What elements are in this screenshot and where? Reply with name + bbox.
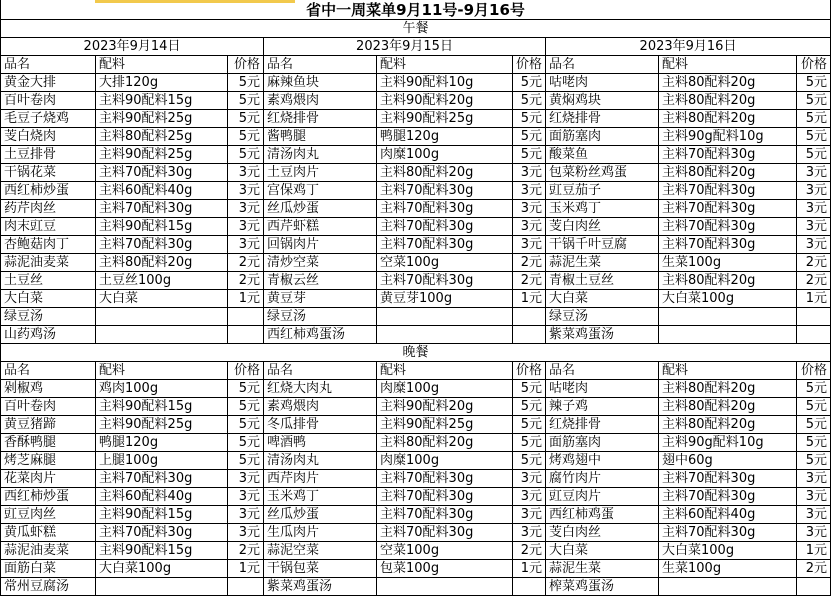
lunch-price-cell: 2元 (513, 254, 546, 272)
lunch-header-ingredient: 配料 (377, 56, 513, 74)
dinner-dish-cell: 豇豆肉片 (546, 488, 659, 506)
lunch-price-cell: 5元 (228, 146, 264, 164)
lunch-price-cell: 3元 (797, 200, 831, 218)
dinner-price-cell: 3元 (797, 470, 831, 488)
lunch-ingredient-cell: 主料70配料30g (377, 236, 513, 254)
lunch-ingredient-cell (377, 326, 513, 344)
lunch-menu-row (1, 128, 831, 146)
lunch-ingredient-cell: 主料90g配料10g (659, 128, 797, 146)
dinner-ingredient-cell: 空菜100g (377, 542, 513, 560)
dinner-ingredient-cell: 主料70配料30g (377, 524, 513, 542)
dinner-menu-row (1, 434, 831, 452)
lunch-price-cell: 3元 (228, 236, 264, 254)
lunch-price-cell: 2元 (797, 272, 831, 290)
lunch-price-cell (513, 326, 546, 344)
lunch-menu-row (1, 92, 831, 110)
dinner-price-cell: 2元 (228, 542, 264, 560)
lunch-dish-cell: 黄焖鸡块 (546, 92, 659, 110)
dinner-price-cell: 3元 (513, 506, 546, 524)
lunch-price-cell: 5元 (228, 128, 264, 146)
lunch-ingredient-cell: 主料70配料30g (377, 200, 513, 218)
dinner-price-cell: 3元 (797, 506, 831, 524)
dinner-menu-row (1, 506, 831, 524)
dinner-ingredient-cell: 主料80配料20g (659, 398, 797, 416)
dinner-ingredient-cell: 大白菜100g (659, 542, 797, 560)
dinner-header-row (1, 362, 831, 380)
lunch-ingredient-cell: 主料60配料40g (96, 182, 228, 200)
lunch-ingredient-cell: 主料70配料30g (377, 182, 513, 200)
dinner-dish-cell: 玉米鸡丁 (264, 488, 377, 506)
dinner-dish-cell: 蒜泥生菜 (546, 560, 659, 578)
dinner-price-cell: 3元 (797, 524, 831, 542)
lunch-price-cell (513, 308, 546, 326)
lunch-ingredient-cell: 主料90配料10g (377, 74, 513, 92)
dinner-dish-cell: 紫菜鸡蛋汤 (264, 578, 377, 596)
dinner-price-cell: 1元 (797, 542, 831, 560)
dinner-menu-row (1, 452, 831, 470)
lunch-price-cell: 5元 (797, 128, 831, 146)
lunch-dish-cell: 青椒云丝 (264, 272, 377, 290)
lunch-dish-cell: 回锅肉片 (264, 236, 377, 254)
lunch-price-cell: 3元 (513, 164, 546, 182)
lunch-price-cell: 5元 (513, 128, 546, 146)
dinner-price-cell: 5元 (228, 434, 264, 452)
lunch-price-cell (228, 308, 264, 326)
dinner-price-cell (797, 578, 831, 596)
lunch-menu-row (1, 110, 831, 128)
dinner-dish-cell: 冬瓜排骨 (264, 416, 377, 434)
lunch-price-cell: 1元 (797, 290, 831, 308)
lunch-ingredient-cell: 主料80配料20g (659, 164, 797, 182)
dinner-price-cell: 1元 (228, 560, 264, 578)
dinner-menu-row (1, 578, 831, 596)
lunch-dish-cell: 宫保鸡丁 (264, 182, 377, 200)
dinner-menu-row (1, 470, 831, 488)
lunch-dish-cell: 黄豆芽 (264, 290, 377, 308)
dinner-price-cell: 5元 (797, 434, 831, 452)
lunch-dish-cell: 芰白肉丝 (546, 218, 659, 236)
dinner-price-cell: 5元 (513, 416, 546, 434)
dinner-section-label: 晚餐 (1, 344, 831, 362)
dinner-dish-cell: 芰白肉丝 (546, 524, 659, 542)
lunch-price-cell: 3元 (797, 164, 831, 182)
lunch-ingredient-cell: 主料70配料30g (377, 218, 513, 236)
dinner-price-cell (513, 578, 546, 596)
lunch-dish-cell: 素鸡煨肉 (264, 92, 377, 110)
dinner-dish-cell: 腐竹肉片 (546, 470, 659, 488)
dinner-price-cell: 5元 (513, 380, 546, 398)
lunch-dish-cell: 土豆肉片 (264, 164, 377, 182)
dinner-ingredient-cell: 主料90配料15g (96, 506, 228, 524)
dinner-ingredient-cell: 主料80配料20g (659, 380, 797, 398)
lunch-header-ingredient: 配料 (659, 56, 797, 74)
date-day2: 2023年9月15日 (264, 38, 546, 56)
dinner-price-cell: 3元 (797, 488, 831, 506)
dinner-ingredient-cell: 大白菜100g (96, 560, 228, 578)
dinner-price-cell: 5元 (513, 434, 546, 452)
dinner-ingredient-cell (377, 578, 513, 596)
lunch-ingredient-cell: 肉糜100g (377, 146, 513, 164)
dinner-ingredient-cell: 上腿100g (96, 452, 228, 470)
dinner-ingredient-cell: 鸡肉100g (96, 380, 228, 398)
dinner-dish-cell: 剁椒鸡 (1, 380, 96, 398)
dinner-price-cell: 1元 (513, 560, 546, 578)
lunch-price-cell: 3元 (797, 182, 831, 200)
lunch-ingredient-cell: 主料80配料20g (659, 92, 797, 110)
dinner-dish-cell: 黄瓜虾糕 (1, 524, 96, 542)
lunch-menu-row (1, 200, 831, 218)
lunch-dish-cell: 西红柿炒蛋 (1, 182, 96, 200)
dinner-dish-cell: 烤鸡翅中 (546, 452, 659, 470)
lunch-ingredient-cell: 主料80配料20g (659, 110, 797, 128)
date-row (1, 38, 831, 56)
lunch-dish-cell: 芰白烧肉 (1, 128, 96, 146)
dinner-price-cell: 2元 (513, 542, 546, 560)
dinner-price-cell (228, 578, 264, 596)
dinner-dish-cell: 啤酒鸭 (264, 434, 377, 452)
lunch-dish-cell: 毛豆子烧鸡 (1, 110, 96, 128)
lunch-menu-row (1, 272, 831, 290)
dinner-price-cell: 3元 (228, 524, 264, 542)
dinner-dish-cell: 榨菜鸡蛋汤 (546, 578, 659, 596)
lunch-header-price: 价格 (513, 56, 546, 74)
dinner-dish-cell: 常州豆腐汤 (1, 578, 96, 596)
lunch-dish-cell: 酸菜鱼 (546, 146, 659, 164)
dinner-header-price: 价格 (513, 362, 546, 380)
lunch-price-cell: 2元 (797, 254, 831, 272)
lunch-ingredient-cell: 黄豆芽100g (377, 290, 513, 308)
dinner-dish-cell: 生瓜肉片 (264, 524, 377, 542)
lunch-dish-cell: 土豆排骨 (1, 146, 96, 164)
dinner-price-cell: 5元 (797, 416, 831, 434)
lunch-price-cell: 3元 (513, 200, 546, 218)
lunch-header-name: 品名 (264, 56, 377, 74)
dinner-dish-cell: 西芹肉片 (264, 470, 377, 488)
lunch-header-name: 品名 (546, 56, 659, 74)
lunch-section-label: 午餐 (1, 20, 831, 38)
dinner-dish-cell: 蒜泥空菜 (264, 542, 377, 560)
lunch-ingredient-cell (659, 308, 797, 326)
lunch-dish-cell: 麻辣鱼块 (264, 74, 377, 92)
dinner-dish-cell: 辣子鸡 (546, 398, 659, 416)
lunch-ingredient-cell: 主料80配料20g (377, 164, 513, 182)
lunch-ingredient-cell: 主料80配料25g (96, 128, 228, 146)
lunch-dish-cell: 包菜粉丝鸡蛋 (546, 164, 659, 182)
date-day3: 2023年9月16日 (546, 38, 831, 56)
dinner-ingredient-cell: 生菜100g (659, 560, 797, 578)
lunch-dish-cell: 西红柿鸡蛋汤 (264, 326, 377, 344)
dinner-header-ingredient: 配料 (377, 362, 513, 380)
dinner-ingredient-cell: 主料70配料30g (659, 524, 797, 542)
lunch-price-cell: 3元 (513, 218, 546, 236)
dinner-price-cell: 5元 (797, 380, 831, 398)
dinner-header-name: 品名 (546, 362, 659, 380)
lunch-price-cell: 3元 (228, 164, 264, 182)
lunch-ingredient-cell: 主料70配料30g (96, 164, 228, 182)
lunch-price-cell: 3元 (228, 218, 264, 236)
dinner-ingredient-cell: 主料70配料30g (659, 488, 797, 506)
dinner-ingredient-cell (96, 578, 228, 596)
lunch-price-cell: 3元 (228, 182, 264, 200)
lunch-ingredient-cell: 主料70配料30g (377, 272, 513, 290)
lunch-price-cell: 5元 (797, 74, 831, 92)
dinner-header-name: 品名 (1, 362, 96, 380)
dinner-ingredient-cell: 主料90配料15g (96, 542, 228, 560)
dinner-menu-row (1, 380, 831, 398)
lunch-dish-cell: 干锅花菜 (1, 164, 96, 182)
lunch-price-cell: 5元 (228, 92, 264, 110)
dinner-ingredient-cell: 主料70配料30g (377, 506, 513, 524)
dinner-dish-cell: 红烧排骨 (546, 416, 659, 434)
lunch-price-cell: 2元 (513, 272, 546, 290)
lunch-dish-cell: 黄金大排 (1, 74, 96, 92)
lunch-dish-cell: 西芹虾糕 (264, 218, 377, 236)
lunch-price-cell: 2元 (228, 254, 264, 272)
lunch-price-cell: 5元 (797, 110, 831, 128)
dinner-price-cell: 5元 (228, 452, 264, 470)
lunch-ingredient-cell: 主料70配料30g (659, 182, 797, 200)
lunch-ingredient-cell: 主料90配料25g (377, 110, 513, 128)
lunch-dish-cell: 红烧排骨 (546, 110, 659, 128)
dinner-dish-cell: 咕咾肉 (546, 380, 659, 398)
lunch-price-cell: 3元 (513, 182, 546, 200)
lunch-menu-row (1, 236, 831, 254)
dinner-dish-cell: 蒜泥油麦菜 (1, 542, 96, 560)
lunch-dish-cell: 肉末豇豆 (1, 218, 96, 236)
dinner-ingredient-cell: 主料80配料20g (377, 434, 513, 452)
dinner-header-price: 价格 (797, 362, 831, 380)
lunch-ingredient-cell: 主料90配料15g (96, 92, 228, 110)
dinner-price-cell: 5元 (228, 398, 264, 416)
lunch-dish-cell: 青椒土豆丝 (546, 272, 659, 290)
dinner-header-ingredient: 配料 (659, 362, 797, 380)
lunch-ingredient-cell: 主料70配料30g (659, 236, 797, 254)
lunch-price-cell (797, 326, 831, 344)
lunch-price-cell: 3元 (228, 200, 264, 218)
lunch-header-price: 价格 (228, 56, 264, 74)
dinner-dish-cell: 红烧大肉丸 (264, 380, 377, 398)
lunch-ingredient-cell (659, 326, 797, 344)
dinner-menu-row (1, 488, 831, 506)
lunch-price-cell: 5元 (797, 146, 831, 164)
lunch-ingredient-cell: 主料70配料30g (659, 146, 797, 164)
lunch-menu-row (1, 164, 831, 182)
date-day1: 2023年9月14日 (1, 38, 264, 56)
dinner-ingredient-cell: 肉糜100g (377, 452, 513, 470)
lunch-dish-cell: 丝瓜炒蛋 (264, 200, 377, 218)
lunch-dish-cell: 杏鲍菇肉丁 (1, 236, 96, 254)
dinner-ingredient-cell: 主料70配料30g (96, 470, 228, 488)
dinner-dish-cell: 黄豆猪蹄 (1, 416, 96, 434)
dinner-dish-cell: 面筋塞肉 (546, 434, 659, 452)
lunch-price-cell: 1元 (228, 290, 264, 308)
lunch-ingredient-cell: 主料90配料15g (96, 218, 228, 236)
lunch-dish-cell: 绿豆汤 (1, 308, 96, 326)
lunch-price-cell: 5元 (797, 92, 831, 110)
dinner-dish-cell: 花菜肉片 (1, 470, 96, 488)
lunch-ingredient-cell: 主料70配料30g (96, 236, 228, 254)
dinner-dish-cell: 百叶卷肉 (1, 398, 96, 416)
lunch-ingredient-cell: 主料80配料20g (96, 254, 228, 272)
lunch-menu-row (1, 218, 831, 236)
lunch-dish-cell: 酱鸭腿 (264, 128, 377, 146)
lunch-dish-cell: 绿豆汤 (264, 308, 377, 326)
lunch-dish-cell: 绿豆汤 (546, 308, 659, 326)
dinner-ingredient-cell: 翅中60g (659, 452, 797, 470)
lunch-price-cell: 5元 (513, 110, 546, 128)
lunch-ingredient-cell: 空菜100g (377, 254, 513, 272)
dinner-ingredient-cell: 主料90配料15g (96, 398, 228, 416)
lunch-ingredient-cell: 鸭腿120g (377, 128, 513, 146)
lunch-menu-row (1, 182, 831, 200)
dinner-price-cell: 3元 (513, 488, 546, 506)
lunch-dish-cell: 面筋塞肉 (546, 128, 659, 146)
dinner-price-cell: 3元 (228, 506, 264, 524)
lunch-dish-cell: 大白菜 (1, 290, 96, 308)
lunch-ingredient-cell: 主料70配料30g (96, 200, 228, 218)
menu-title: 省中一周菜单9月11号-9月16号 (1, 0, 831, 20)
lunch-price-cell: 2元 (228, 272, 264, 290)
lunch-dish-cell: 紫菜鸡蛋汤 (546, 326, 659, 344)
dinner-dish-cell: 烤芝麻腿 (1, 452, 96, 470)
lunch-ingredient-cell: 生菜100g (659, 254, 797, 272)
lunch-ingredient-cell: 主料90配料25g (96, 110, 228, 128)
dinner-price-cell: 3元 (513, 470, 546, 488)
lunch-menu-row (1, 290, 831, 308)
lunch-price-cell: 5元 (228, 110, 264, 128)
dinner-ingredient-cell: 肉糜100g (377, 380, 513, 398)
lunch-dish-cell: 玉米鸡丁 (546, 200, 659, 218)
lunch-ingredient-cell (96, 308, 228, 326)
lunch-ingredient-cell: 主料80配料20g (659, 272, 797, 290)
dinner-header-name: 品名 (264, 362, 377, 380)
dinner-price-cell: 5元 (228, 380, 264, 398)
lunch-price-cell: 3元 (797, 218, 831, 236)
lunch-header-price: 价格 (797, 56, 831, 74)
lunch-menu-row (1, 308, 831, 326)
lunch-ingredient-cell: 大排120g (96, 74, 228, 92)
lunch-ingredient-cell (96, 326, 228, 344)
dinner-menu-row (1, 560, 831, 578)
dinner-ingredient-cell: 主料80配料20g (659, 416, 797, 434)
dinner-ingredient-cell: 包菜100g (377, 560, 513, 578)
lunch-price-cell: 1元 (513, 290, 546, 308)
dinner-header-price: 价格 (228, 362, 264, 380)
dinner-ingredient-cell: 主料60配料40g (659, 506, 797, 524)
lunch-dish-cell: 土豆丝 (1, 272, 96, 290)
dinner-dish-cell: 素鸡煨肉 (264, 398, 377, 416)
dinner-menu-row (1, 416, 831, 434)
lunch-dish-cell: 百叶卷肉 (1, 92, 96, 110)
lunch-dish-cell: 清炒空菜 (264, 254, 377, 272)
lunch-dish-cell: 豇豆茄子 (546, 182, 659, 200)
dinner-price-cell: 3元 (513, 524, 546, 542)
lunch-dish-cell: 山药鸡汤 (1, 326, 96, 344)
dinner-ingredient-cell: 主料60配料40g (96, 488, 228, 506)
dinner-dish-cell: 豇豆肉丝 (1, 506, 96, 524)
dinner-dish-cell: 大白菜 (546, 542, 659, 560)
dinner-dish-cell: 面筋白菜 (1, 560, 96, 578)
lunch-menu-row (1, 146, 831, 164)
dinner-price-cell: 5元 (228, 416, 264, 434)
lunch-price-cell (228, 326, 264, 344)
dinner-price-cell: 3元 (228, 488, 264, 506)
lunch-dish-cell: 药芹肉丝 (1, 200, 96, 218)
lunch-dish-cell: 干锅千叶豆腐 (546, 236, 659, 254)
dinner-dish-cell: 丝瓜炒蛋 (264, 506, 377, 524)
dinner-price-cell: 5元 (797, 398, 831, 416)
lunch-ingredient-cell: 主料70配料30g (659, 218, 797, 236)
lunch-dish-cell: 蒜泥油麦菜 (1, 254, 96, 272)
lunch-ingredient-cell: 土豆丝100g (96, 272, 228, 290)
lunch-ingredient-cell: 大白菜 (96, 290, 228, 308)
lunch-ingredient-cell: 主料80配料20g (659, 74, 797, 92)
lunch-dish-cell: 蒜泥生菜 (546, 254, 659, 272)
lunch-price-cell (797, 308, 831, 326)
dinner-menu-row (1, 542, 831, 560)
lunch-header-ingredient: 配料 (96, 56, 228, 74)
lunch-ingredient-cell: 主料90配料20g (377, 92, 513, 110)
dinner-price-cell: 2元 (797, 560, 831, 578)
lunch-dish-cell: 红烧排骨 (264, 110, 377, 128)
dinner-price-cell: 5元 (513, 452, 546, 470)
dinner-ingredient-cell: 主料90配料25g (377, 416, 513, 434)
lunch-price-cell: 5元 (513, 146, 546, 164)
dinner-ingredient-cell: 主料70配料30g (96, 524, 228, 542)
lunch-ingredient-cell: 主料90配料25g (96, 146, 228, 164)
dinner-ingredient-cell (659, 578, 797, 596)
dinner-price-cell: 5元 (797, 452, 831, 470)
lunch-price-cell: 5元 (513, 92, 546, 110)
dinner-ingredient-cell: 鸭腿120g (96, 434, 228, 452)
dinner-dish-cell: 清汤肉丸 (264, 452, 377, 470)
dinner-dish-cell: 西红柿鸡蛋 (546, 506, 659, 524)
dinner-dish-cell: 西红柿炒蛋 (1, 488, 96, 506)
dinner-ingredient-cell: 主料90配料20g (377, 398, 513, 416)
dinner-ingredient-cell: 主料90g配料10g (659, 434, 797, 452)
lunch-price-cell: 5元 (228, 74, 264, 92)
lunch-price-cell: 5元 (513, 74, 546, 92)
lunch-dish-cell: 大白菜 (546, 290, 659, 308)
lunch-header-name: 品名 (1, 56, 96, 74)
lunch-ingredient-cell (377, 308, 513, 326)
lunch-header-row (1, 56, 831, 74)
lunch-menu-row (1, 326, 831, 344)
dinner-price-cell: 5元 (513, 398, 546, 416)
lunch-menu-row (1, 254, 831, 272)
dinner-ingredient-cell: 主料70配料30g (377, 470, 513, 488)
dinner-price-cell: 3元 (228, 470, 264, 488)
dinner-dish-cell: 香酥鸭腿 (1, 434, 96, 452)
lunch-price-cell: 3元 (797, 236, 831, 254)
dinner-menu-row (1, 398, 831, 416)
lunch-menu-row (1, 74, 831, 92)
lunch-ingredient-cell: 主料70配料30g (659, 200, 797, 218)
dinner-ingredient-cell: 主料90配料25g (96, 416, 228, 434)
lunch-price-cell: 3元 (513, 236, 546, 254)
dinner-menu-row (1, 524, 831, 542)
dinner-header-ingredient: 配料 (96, 362, 228, 380)
dinner-dish-cell: 干锅包菜 (264, 560, 377, 578)
lunch-ingredient-cell: 大白菜100g (659, 290, 797, 308)
dinner-ingredient-cell: 主料70配料30g (377, 488, 513, 506)
lunch-dish-cell: 清汤肉丸 (264, 146, 377, 164)
lunch-dish-cell: 咕咾肉 (546, 74, 659, 92)
dinner-ingredient-cell: 主料70配料30g (659, 470, 797, 488)
